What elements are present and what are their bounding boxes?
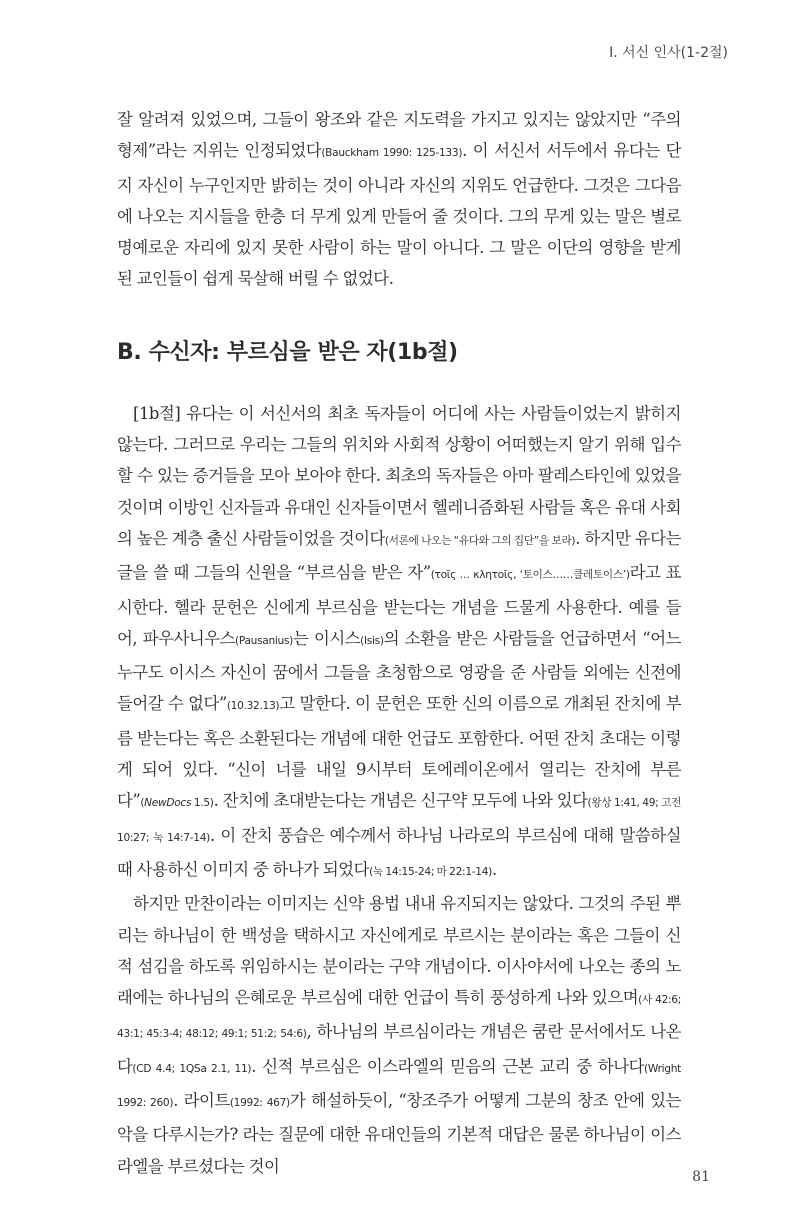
text: 하지만 만찬이라는 이미지는 신약 용법 내내 유지되지는 않았다. 그것의 주된 뿌리는 하나님이 한 백성을 택하시고 자신에게로 부르시는 분이라는 혹은 그들이 신적 섬김을 하도록 위임하시는 분이라는 구약 개념이다. 이사야서에 나오는 종의 노래에는 하나님의 은혜로운 부르심에 대한 언급이 특히 풍성하게 나와 있으며 [117, 894, 681, 1008]
text: 가 해설하듯이, “창조주가 어떻게 그분의 창조 안에 있는 악을 다루시는가? 라는 질문에 대한 유대인들의 기본적 대답은 물론 하나님이 이스라엘을 부르셨다는 것이 [117, 1091, 681, 1176]
citation: (눅 14:15-24; 마 22:1-14) [369, 865, 492, 878]
citation: (Pausanius) [235, 634, 294, 647]
text: . [492, 859, 497, 879]
text: . 이 서신서 서두에서 유다는 단지 자신이 누구인지만 밝히는 것이 아니라 자신의 지위도 언급한다. 그것은 그다음에 나오는 지시들을 한층 더 무게 있게 만들어 줄 것이다. 그의 무게 있는 말은 별로 명예로운 자리에 있지 못한 사람이 하는 말이 아니다. 그 말은 이단의 영향을 받게 된 교인들이 쉽게 묵살해 버릴 수 없었다. [117, 141, 681, 289]
citation: (Bauckham 1990: 125-133) [321, 147, 463, 160]
citation: (서론에 나오는 “유다와 그의 집단”을 보라) [384, 534, 576, 547]
citation: (왕상 1:41, 49; 고전 10:27; 눅 14:7-14) [117, 797, 681, 844]
section-heading: B. 수신자: 부르심을 받은 자(1b절) [117, 339, 458, 365]
page-body [117, 104, 681, 1182]
text: , 하나님의 부르심이라는 개념은 쿰란 문서에서도 나온다 [117, 1022, 681, 1076]
paragraph-1 [117, 104, 681, 295]
text: 라고 표시한다. 헬라 문헌은 신에게 부르심을 받는다는 개념을 드물게 사용한다. 예를 들어, 파우사니우스 [117, 563, 682, 648]
page-number: 81 [692, 1169, 710, 1185]
citation-rest: 1.5) [191, 797, 214, 810]
text: . 신적 부르심은 이스라엘의 믿음의 근본 교리 중 하나다 [251, 1056, 645, 1076]
text: . 이 잔치 풍습은 예수께서 하나님 나라로의 부르심에 대해 말씀하실 때 사용하신 이미지 중 하나가 되었다 [117, 825, 681, 879]
citation [140, 797, 213, 809]
text: [1b절] 유다는 이 서신서의 최초 독자들이 어디에 사는 사람들이었는지 밝히지 않는다. 그러므로 우리는 그들의 위치와 사회적 상황이 어떠했는지 알기 위해 입수할 수 있는 증거들을 모아 보아야 한다. 최초의 독자들은 아마 팔레스타인에 있었을 것이며 이방인 신자들과 유대인 신자들이면서 헬레니즘화된 사람들 혹은 유대 사회의 높은 계층 출신 사람들이었을 것이다 [117, 403, 681, 548]
text: 잘 알려져 있었으며, 그들이 왕조와 같은 지도력을 가지고 있지는 않았지만 “주의 형제”라는 지위는 인정되었다 [117, 110, 681, 161]
text: . 하지만 유다는 글을 쓸 때 그들의 신원을 “부르심을 받은 자” [117, 528, 681, 583]
paragraph-3 [117, 888, 681, 1182]
text: . 라이트 [173, 1091, 230, 1111]
citation-open: ( [140, 797, 145, 810]
citation: (1992: 467) [229, 1097, 290, 1110]
citation: (CD 4.4; 1QSa 2.1, 11) [132, 1062, 252, 1075]
paragraph-2 [117, 398, 681, 888]
citation: (사 42:6; 43:1; 45:3-4; 48:12; 49:1; 51:2; 54:6) [117, 994, 681, 1041]
running-head: I. 서신 인사(1-2절) [609, 45, 728, 61]
text: 는 이시스 [293, 628, 361, 648]
text: 의 소환을 받은 사람들을 언급하면서 “어느 누구도 이시스 자신이 꿈에서 그들을 초청함으로 영광을 준 사람들 외에는 신전에 들어갈 수 없다” [117, 628, 681, 714]
citation: (Isis) [360, 634, 384, 647]
text: . 잔치에 초대받는다는 개념은 신구약 모두에 나와 있다 [213, 791, 588, 811]
citation: (τοῖς … κλητοῖς, ‘토이스……클레토이스’) [430, 569, 630, 582]
text: 고 말한다. 이 문헌은 또한 신의 이름으로 개최된 잔치에 부름 받는다는 혹은 소환된다는 개념에 대한 언급도 포함한다. 어떤 잔치 초대는 이렇게 되어 있다. “신이 너를 내일 9시부터 토에레이온에서 열리는 잔치에 부른다” [117, 694, 682, 811]
citation: (Wright 1992: 260) [117, 1062, 681, 1110]
citation: (10.32.13) [226, 700, 280, 713]
citation-italic: NewDocs [144, 797, 192, 810]
